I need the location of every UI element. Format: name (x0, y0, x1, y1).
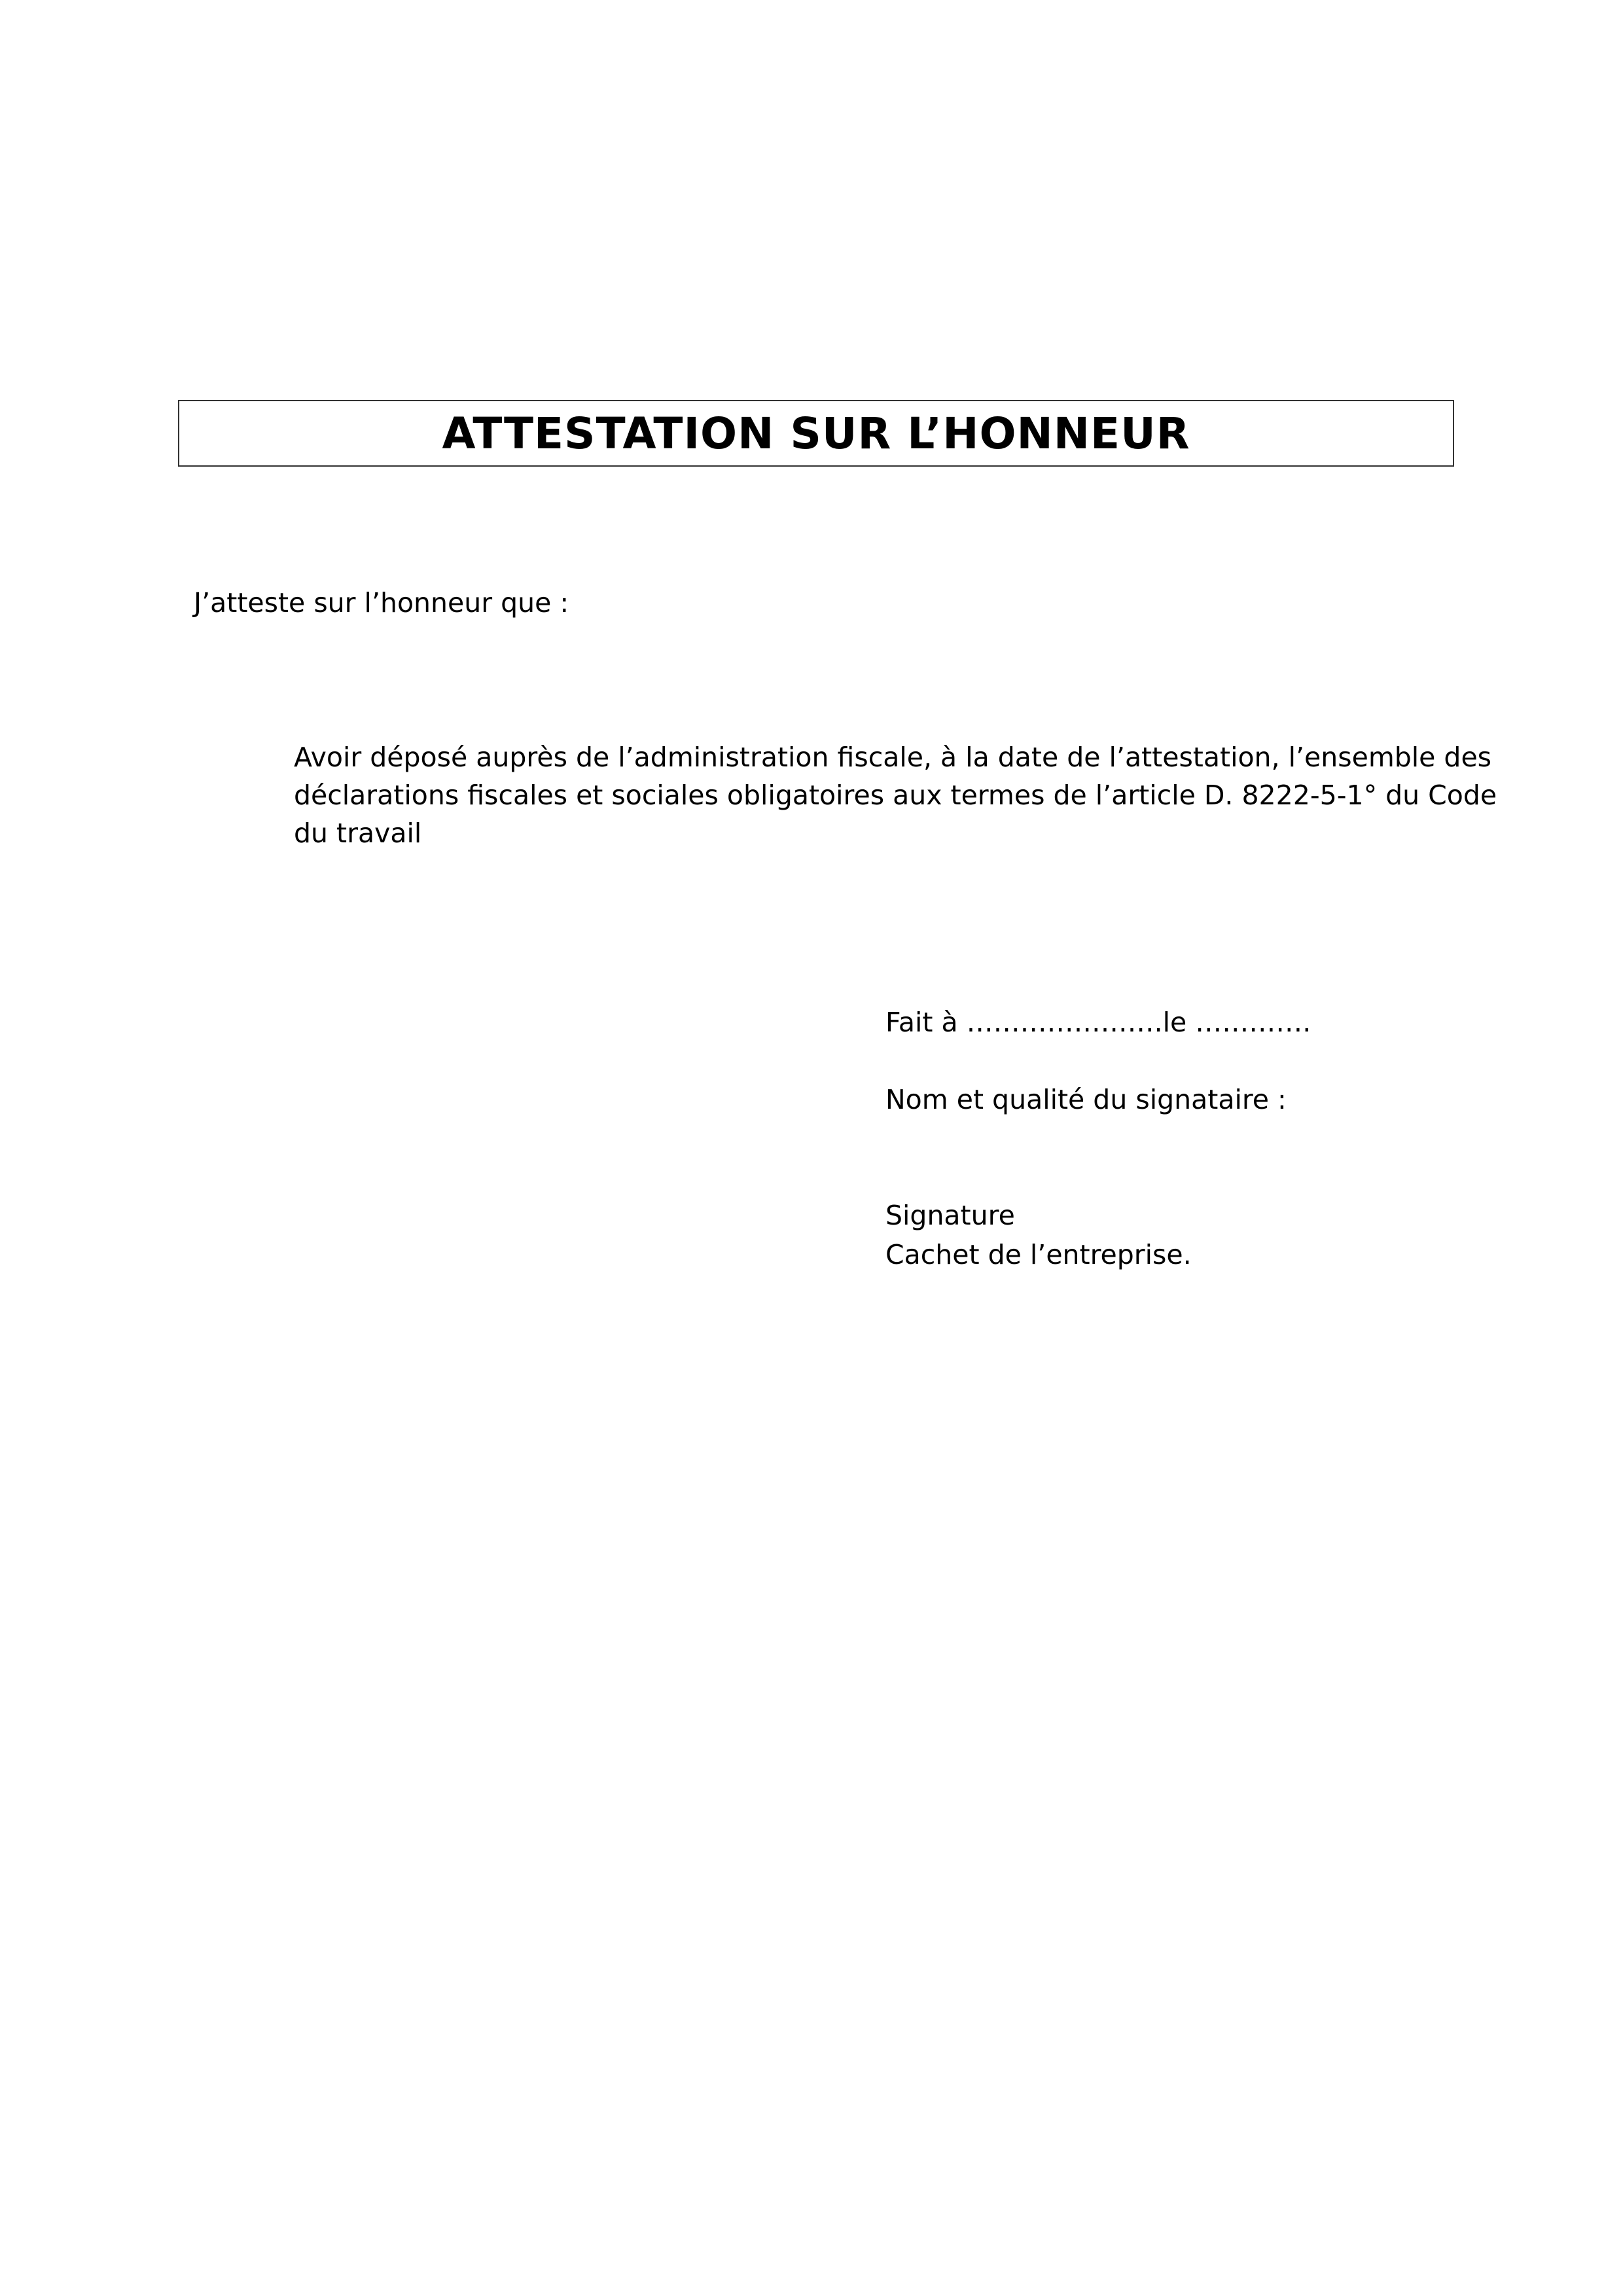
body-line: Avoir déposé auprès de l’administration fiscale, à la date de l’attestation, l’ensemble des (294, 742, 1492, 773)
body-line: du travail (294, 817, 422, 849)
title-box (178, 400, 1454, 467)
document-title: ATTESTATION SUR L’HONNEUR (442, 408, 1190, 459)
signatory-name-line: Nom et qualité du signataire : (885, 1084, 1287, 1115)
intro-text: J’atteste sur l’honneur que : (194, 587, 569, 619)
place-date-line: Fait à ………………….le …………. (885, 1007, 1311, 1038)
signature-label: Signature (885, 1200, 1015, 1231)
company-stamp-label: Cachet de l’entreprise. (885, 1239, 1192, 1270)
attestation-body (294, 738, 1497, 852)
body-line: déclarations fiscales et sociales obligatoires aux termes de l’article D. 8222-5-1° du Code (294, 780, 1497, 811)
